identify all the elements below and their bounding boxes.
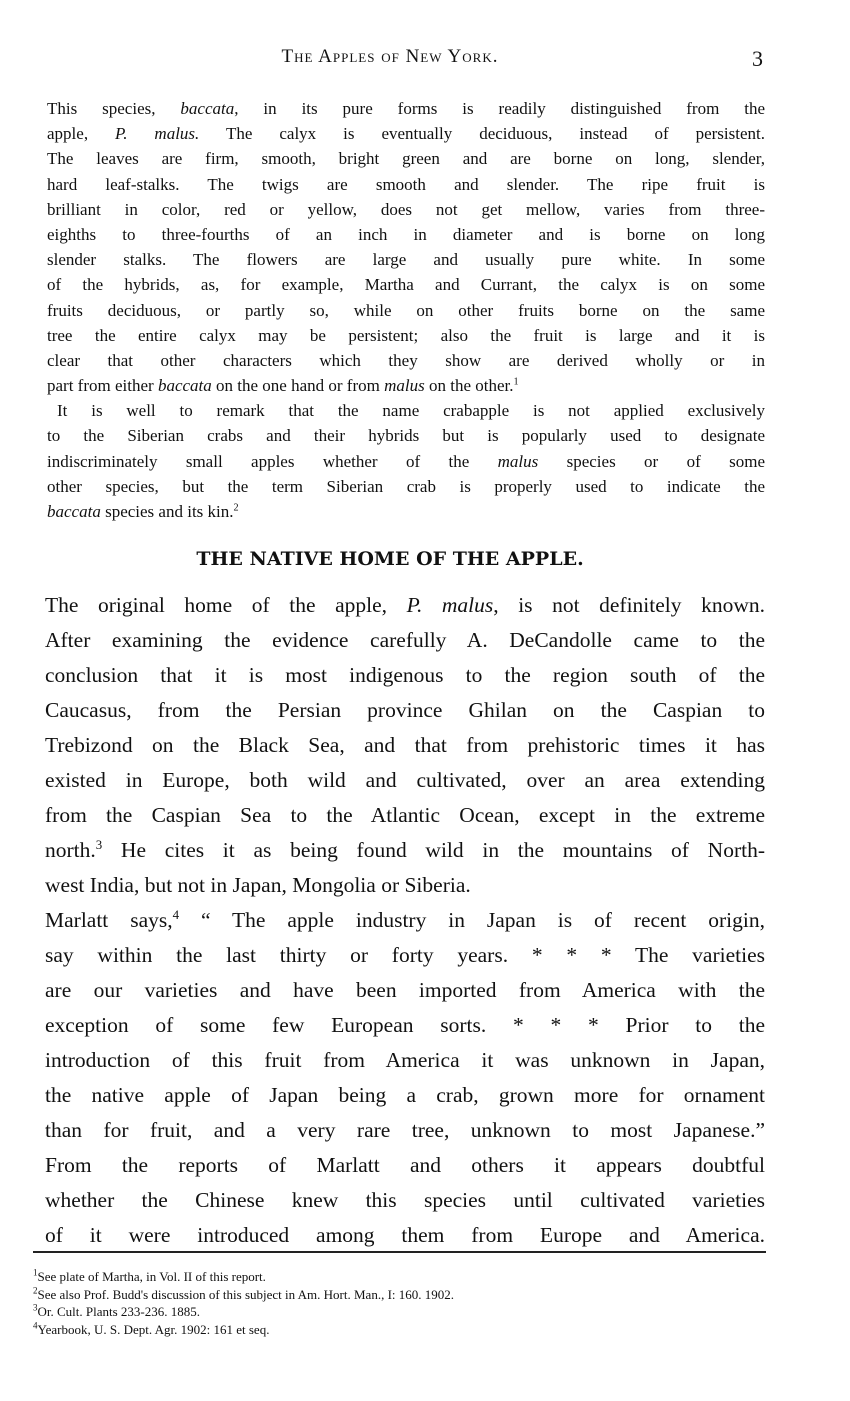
footnote-number: 3 <box>33 1302 38 1313</box>
text-run: eighths to three-fourths of an inch in diameter and is borne on long <box>47 224 765 244</box>
text-line <box>47 323 765 348</box>
text-run: After examining the evidence carefully A. DeCandolle came to the <box>45 628 765 652</box>
text-run: This species, <box>47 99 181 118</box>
text-run: on the other. <box>424 376 514 396</box>
text-line <box>45 1148 765 1183</box>
text-line <box>45 1078 765 1113</box>
text-line <box>45 1183 765 1218</box>
body-paragraphs <box>45 588 765 1253</box>
text-run: Caucasus, from the Persian province Ghilan on the Caspian to <box>45 698 765 722</box>
text-run: other species, but the term Siberian crab is properly used to indicate the <box>47 476 765 496</box>
text-line <box>47 499 765 524</box>
text-line <box>45 938 765 973</box>
text-line <box>47 398 765 423</box>
text-run: of the hybrids, as, for example, Martha and Currant, the calyx is on some <box>47 275 765 295</box>
text-run: species or of some <box>538 451 765 471</box>
text-line <box>45 798 765 833</box>
footnote-text: Yearbook, U. S. Dept. Agr. 1902: 161 et seq. <box>37 1321 270 1337</box>
italic-text: malus <box>497 451 539 471</box>
text-line <box>45 973 765 1008</box>
text-line <box>45 588 765 623</box>
text-line <box>45 1113 765 1148</box>
text-run: It is well to remark that the name crabapple is not applied exclusively <box>57 401 765 421</box>
italic-text: baccata <box>180 99 235 118</box>
italic-text: baccata <box>157 376 212 396</box>
text-line <box>47 172 765 197</box>
text-line <box>47 121 765 146</box>
text-run: the native apple of Japan being a crab, grown more for ornament <box>45 1083 765 1107</box>
text-line <box>45 1043 765 1078</box>
text-run: to the Siberian crabs and their hybrids but is popularly used to designate <box>47 426 765 446</box>
text-run: introduction of this fruit from America it was unknown in Japan, <box>45 1048 765 1072</box>
text-run: part from either <box>47 376 158 396</box>
footnote-ref: 1 <box>513 376 519 388</box>
text-run: conclusion that it is most indigenous to the region south of the <box>45 663 765 687</box>
text-run: on the one hand or from <box>211 376 385 396</box>
text-line <box>45 623 765 658</box>
footnote-ref: 3 <box>95 837 103 852</box>
footnotes <box>33 1268 454 1338</box>
italic-text: P. malus. <box>115 124 200 144</box>
text-line <box>47 348 765 373</box>
text-run: north. <box>45 838 96 862</box>
text-run: are our varieties and have been imported from America with the <box>45 978 765 1002</box>
page-number: 3 <box>752 46 763 71</box>
text-run: existed in Europe, both wild and cultivated, over an area extending <box>45 768 765 792</box>
text-run: than for fruit, and a very rare tree, unknown to most Japanese.” <box>45 1118 765 1142</box>
footnote-number: 2 <box>33 1285 38 1296</box>
text-line <box>45 658 765 693</box>
text-run: apple, <box>47 124 116 144</box>
text-line <box>45 833 765 868</box>
section-heading: THE NATIVE HOME OF THE APPLE. <box>196 548 584 570</box>
italic-text: baccata <box>47 502 101 521</box>
text-line <box>45 903 765 938</box>
text-line <box>47 272 765 297</box>
text-run: hard leaf-stalks. The twigs are smooth and slender. The ripe fruit is <box>47 174 765 194</box>
footnote <box>33 1268 454 1286</box>
text-line <box>47 96 765 121</box>
text-line <box>45 693 765 728</box>
text-run: He cites it as being found wild in the mountains of North- <box>102 838 765 862</box>
text-run: , is not definitely known. <box>493 593 765 617</box>
italic-text: malus <box>384 376 425 396</box>
text-line <box>45 1218 765 1253</box>
text-line <box>47 373 765 398</box>
text-run: clear that other characters which they show are derived wholly or in <box>47 350 765 370</box>
footnote <box>33 1303 454 1321</box>
text-run: “ The apple industry in Japan is of recent origin, <box>179 908 766 932</box>
text-run: , in its pure forms is readily distinguished from the <box>234 99 765 118</box>
text-run: Trebizond on the Black Sea, and that from prehistoric times it has <box>45 733 765 757</box>
text-run: brilliant in color, red or yellow, does not get mellow, varies from three- <box>47 199 765 219</box>
text-line <box>45 868 765 903</box>
text-run: of it were introduced among them from Europe and America. <box>45 1223 765 1247</box>
footnote-ref: 2 <box>233 502 239 514</box>
footnote-ref: 4 <box>172 907 180 922</box>
text-run: The leaves are firm, smooth, bright green and are borne on long, slender, <box>47 149 765 169</box>
text-run: From the reports of Marlatt and others it appears doubtful <box>45 1153 765 1177</box>
running-title: The Apples of New York. <box>281 46 499 67</box>
intro-paragraphs <box>47 96 765 524</box>
text-run: west India, but not in Japan, Mongolia or Siberia. <box>45 873 471 897</box>
text-line <box>47 423 765 448</box>
text-run: The original home of the apple, <box>45 593 407 617</box>
text-run: slender stalks. The flowers are large and usually pure white. In some <box>47 250 765 270</box>
text-line <box>45 763 765 798</box>
text-line <box>47 247 765 272</box>
text-run: exception of some few European sorts. * * * Prior to the <box>45 1013 765 1037</box>
footnote <box>33 1286 454 1304</box>
footnote-text: See also Prof. Budd's discussion of this subject in Am. Hort. Man., I: 160. 1902. <box>37 1286 455 1302</box>
text-line <box>47 449 765 474</box>
footnote <box>33 1321 454 1339</box>
text-run: fruits deciduous, or partly so, while on other fruits borne on the same <box>47 300 765 320</box>
text-line <box>47 222 765 247</box>
text-run: say within the last thirty or forty years. * * * The varieties <box>45 943 765 967</box>
text-line <box>47 474 765 499</box>
text-line <box>47 146 765 171</box>
text-run: from the Caspian Sea to the Atlantic Ocean, except in the extreme <box>45 803 765 827</box>
italic-text: P. malus <box>406 593 494 617</box>
text-run: tree the entire calyx may be persistent; also the fruit is large and it is <box>47 325 765 345</box>
text-run: Marlatt says, <box>45 908 173 932</box>
text-line <box>45 1008 765 1043</box>
text-run: species and its kin. <box>100 502 234 521</box>
text-line <box>47 197 765 222</box>
footnote-text: See plate of Martha, in Vol. II of this report. <box>37 1269 266 1284</box>
footnote-divider <box>33 1251 766 1253</box>
text-line <box>47 298 765 323</box>
text-run: whether the Chinese knew this species until cultivated varieties <box>45 1188 765 1212</box>
text-line <box>45 728 765 763</box>
footnote-number: 1 <box>33 1267 38 1278</box>
text-run: The calyx is eventually deciduous, instead of persistent. <box>199 124 765 144</box>
text-run: indiscriminately small apples whether of the <box>47 451 498 471</box>
footnote-number: 4 <box>33 1320 38 1331</box>
footnote-text: Or. Cult. Plants 233-236. 1885. <box>37 1304 201 1319</box>
